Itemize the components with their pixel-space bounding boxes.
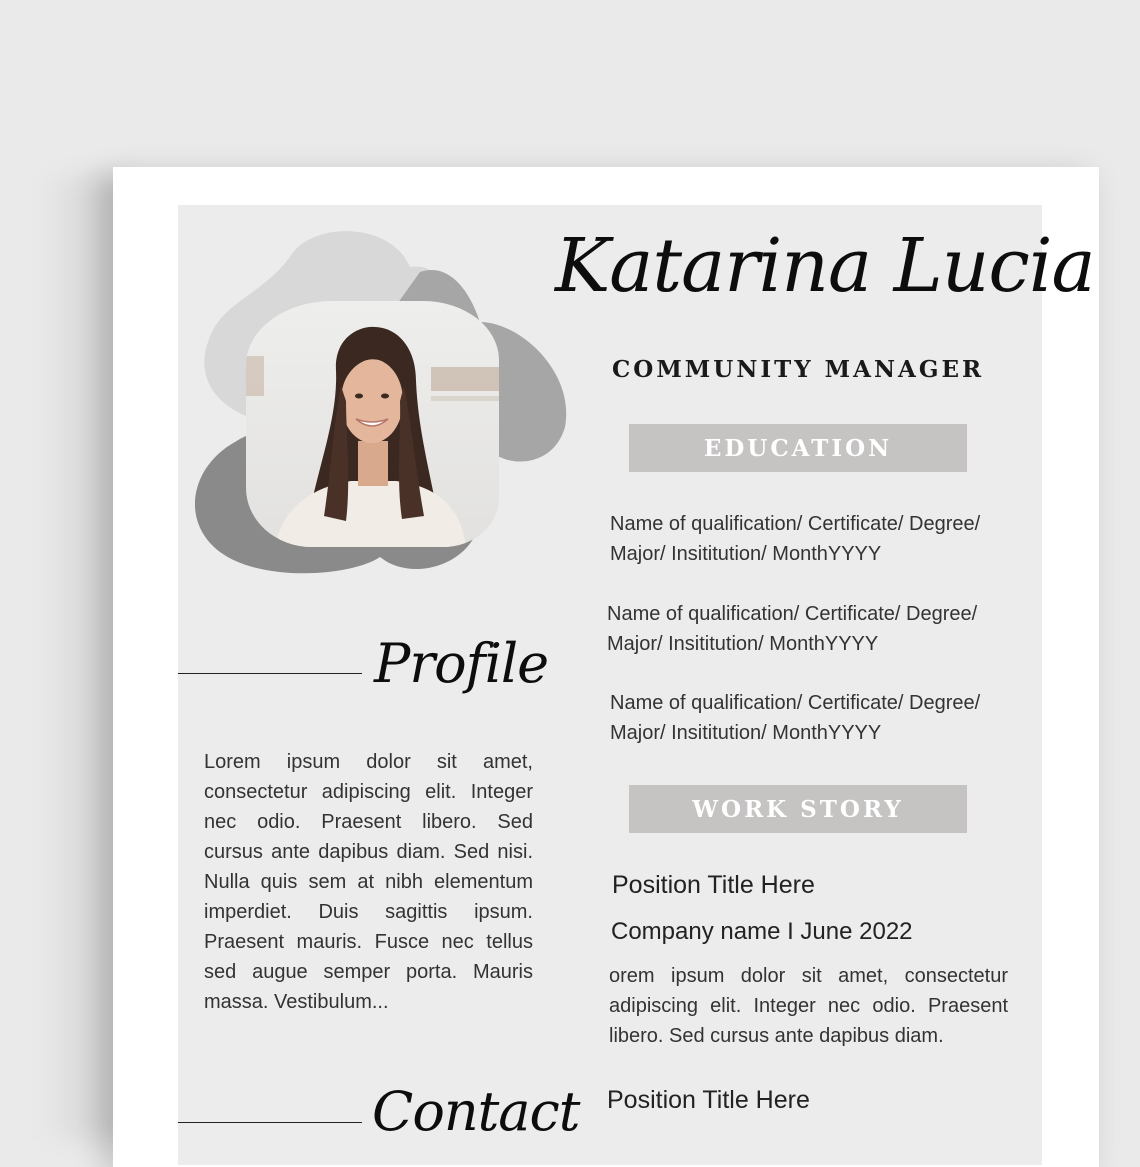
education-item: Name of qualification/ Certificate/ Degree/ Major/ Insititution/ MonthYYYY	[607, 603, 978, 655]
profile-photo	[246, 301, 499, 547]
profile-heading: Profile	[374, 632, 549, 695]
education-item: Name of qualification/ Certificate/ Degree/ Major/ Insititution/ MonthYYYY	[610, 692, 981, 744]
job-position: Position Title Here	[612, 871, 815, 899]
job-description: orem ipsum dolor sit amet, consectetur adipiscing elit. Integer nec odio. Praesent libero. Sed cursus ante dapibus diam.	[609, 965, 1008, 1047]
candidate-name: Katarina Lucia	[555, 223, 1095, 309]
education-heading: EDUCATION	[629, 424, 967, 472]
profile-divider	[178, 673, 362, 674]
contact-heading: Contact	[372, 1080, 580, 1143]
job-position: Position Title Here	[607, 1086, 810, 1114]
profile-text: Lorem ipsum dolor sit amet, consectetur adipiscing elit. Integer nec odio. Praesent libero. Sed cursus ante dapibus diam. Sed nisi. Nulla quis sem at nibh elementum imperdiet. Duis sagittis ipsum. Praesent mauris. Fusce nec tellus sed augue semper porta. Mauris massa. Vestibulum...	[204, 751, 533, 1013]
contact-divider	[178, 1122, 362, 1123]
job-title: COMMUNITY MANAGER	[612, 356, 985, 383]
education-item: Name of qualification/ Certificate/ Degree/ Major/ Insititution/ MonthYYYY	[610, 513, 981, 565]
job-company: Company name I June 2022	[611, 918, 913, 945]
work-story-heading: WORK STORY	[629, 785, 967, 833]
